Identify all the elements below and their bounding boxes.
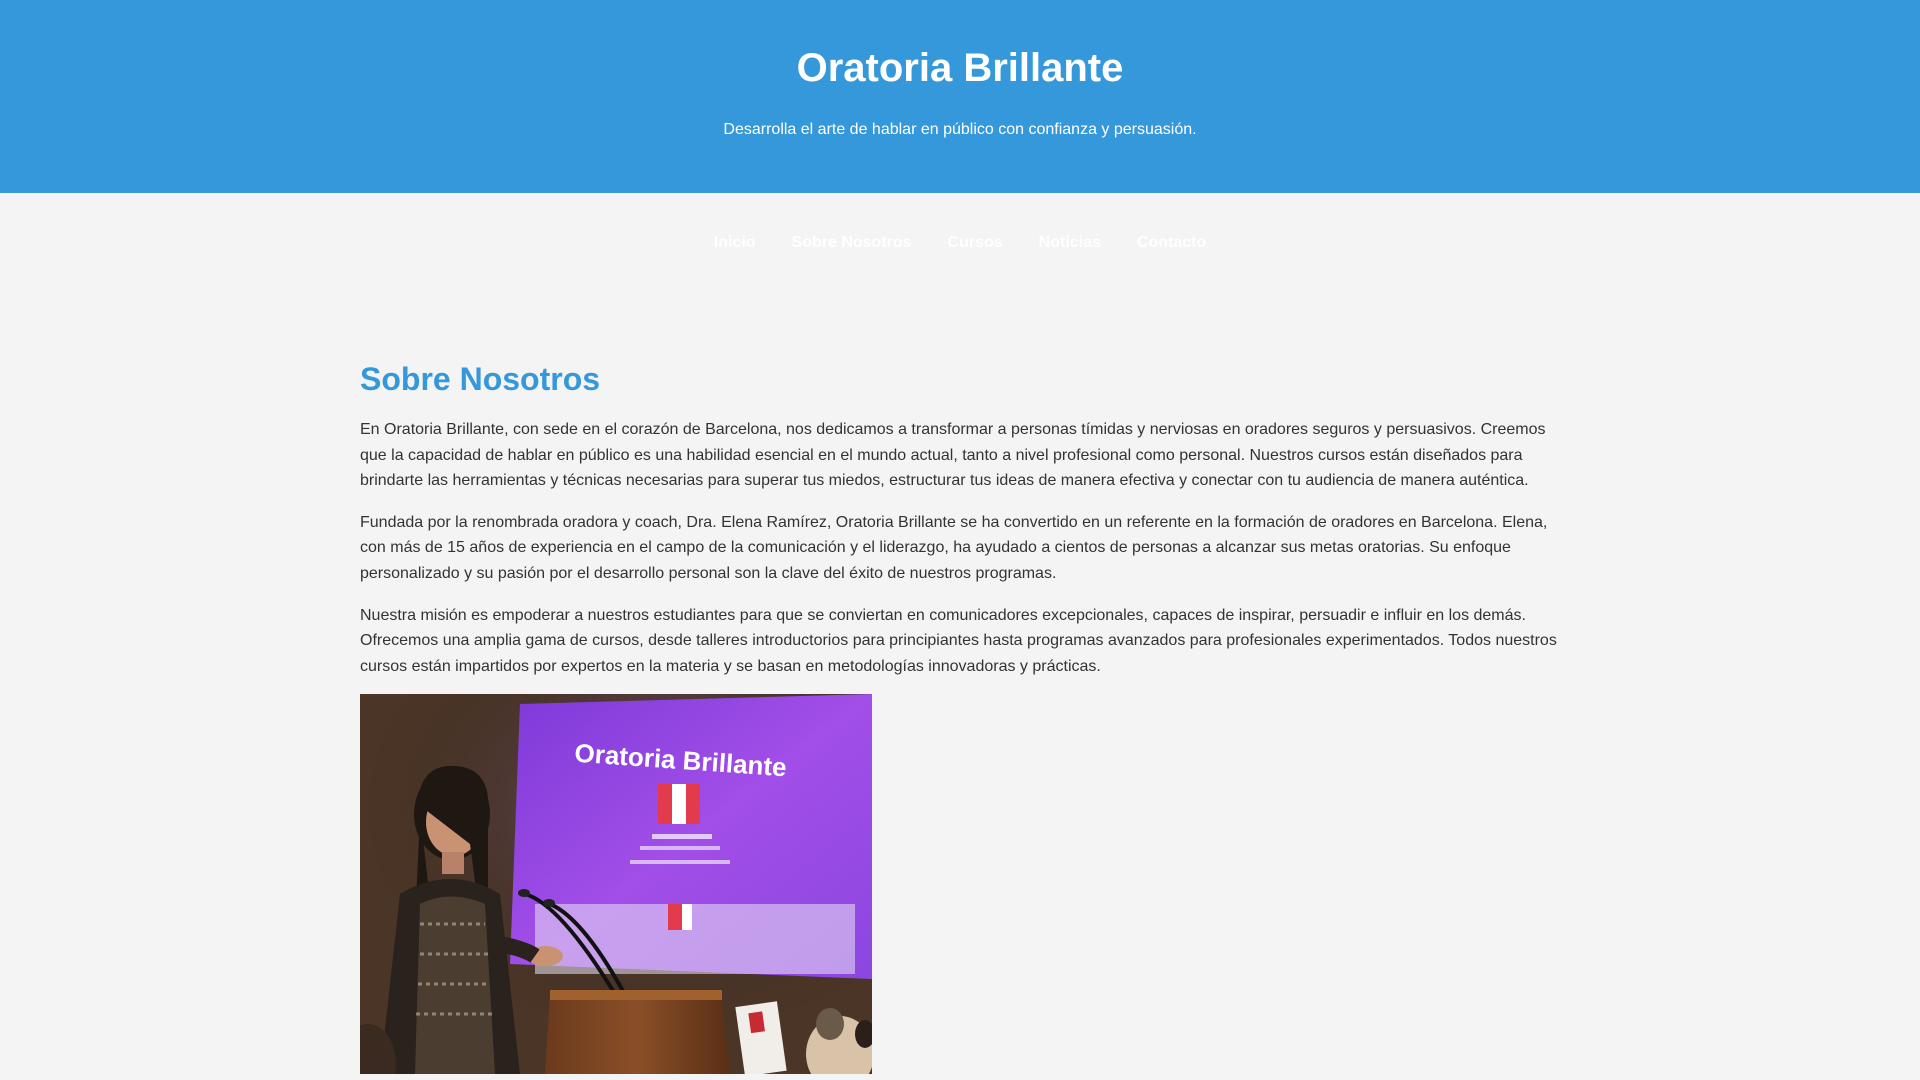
podium: [545, 990, 730, 1074]
main-content: [360, 290, 1560, 1074]
main-nav: [0, 193, 1920, 290]
speaker-photo-illustration: [360, 694, 872, 1074]
about-paragraph: Nuestra misión es empoderar a nuestros estudiantes para que se conviertan en comunicadores excepcionales, capaces de inspirar, persuadir e influir en los demás. Ofrecemos una amplia gama de cursos, desde talleres introductorios para principiantes hasta programas avanzados para profesionales experimentados. Todos nuestros cursos están impartidos por expertos en la materia y se basan en metodologías innovadoras y prácticas.: [360, 606, 1557, 675]
section-title: Sobre Nosotros: [360, 361, 601, 397]
nav-link-inicio[interactable]: Inicio: [713, 234, 756, 251]
nav-link-noticias[interactable]: Noticias: [1038, 234, 1101, 251]
site-title: Oratoria Brillante: [796, 46, 1124, 90]
nav-link-sobre-nosotros[interactable]: Sobre Nosotros: [791, 234, 912, 251]
nav-link-cursos[interactable]: Cursos: [947, 234, 1003, 251]
about-paragraph: Fundada por la renombrada oradora y coach, Dra. Elena Ramírez, Oratoria Brillante se ha convertido en un referente en la formación de oradores en Barcelona. Elena, con más de 15 años de experiencia en el campo de la comunicación y el liderazgo, ha ayudado a cientos de personas a alcanzar sus metas oratorias. Su enfoque personalizado y su pasión por el desarrollo personal son la clave del éxito de nuestros programas.: [360, 513, 1548, 582]
screen-title: Oratoria Brillante: [573, 737, 788, 783]
about-paragraph: En Oratoria Brillante, con sede en el corazón de Barcelona, nos dedicamos a transformar a personas tímidas y nerviosas en oradores seguros y persuasivos. Creemos que la capacidad de hablar en público es una habilidad esencial en el mundo actual, tanto a nivel profesional como personal. Nuestros cursos están diseñados para brindarte las herramientas y técnicas necesarias para superar tus miedos, estructurar tus ideas de manera efectiva y conectar con tu audiencia de manera auténtica.: [360, 421, 1546, 490]
site-tagline: Desarrolla el arte de hablar en público con confianza y persuasión.: [723, 121, 1197, 138]
nav-link-contacto[interactable]: Contacto: [1136, 234, 1207, 251]
site-header: [0, 0, 1920, 193]
speaker-photo: [360, 694, 872, 1074]
